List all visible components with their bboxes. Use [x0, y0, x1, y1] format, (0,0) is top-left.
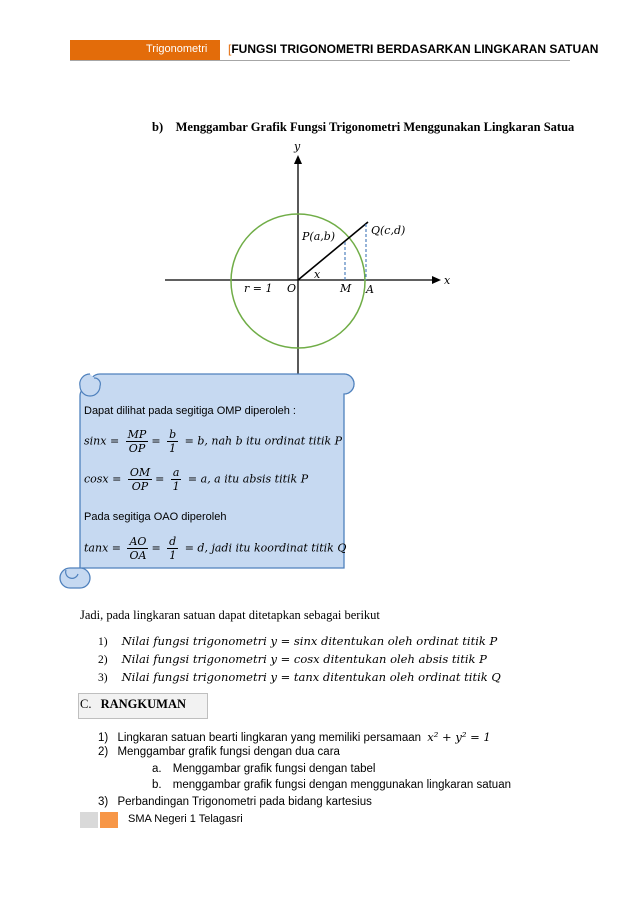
- summary-num: 2): [98, 746, 109, 758]
- point-q-label: Q(c,d): [371, 224, 406, 237]
- cos-f1-num: OM: [129, 466, 151, 479]
- sin-lhs: sinx =: [84, 434, 120, 448]
- summary-item: [98, 746, 340, 758]
- summary-text: Perbandingan Trigonometri pada bidang kartesius: [117, 796, 372, 808]
- list-text: Nilai fungsi trigonometri y = tanx ditentukan oleh ordinat titik Q: [121, 670, 501, 684]
- summary-item: [98, 730, 491, 744]
- sub-letter: b.: [152, 779, 162, 791]
- section-b-heading: b) Menggambar Grafik Fungsi Trigonometri Menggunakan Lingkaran Satua: [152, 120, 575, 134]
- cos-f1-den: OP: [131, 480, 149, 493]
- sin-rhs: = b, nah b itu ordinat titik P: [184, 434, 343, 448]
- list-item: [98, 650, 487, 668]
- rangkuman-title: RANGKUMAN: [100, 697, 187, 711]
- scroll-intro: Dapat dilihat pada segitiga OMP diperoleh :: [84, 405, 296, 417]
- cos-rhs: = a, a itu absis titik P: [187, 472, 309, 486]
- summary-num: 1): [98, 732, 109, 744]
- list-text: Nilai fungsi trigonometri y = cosx ditentukan oleh absis titik P: [121, 652, 487, 666]
- x-axis-label: x: [444, 274, 451, 287]
- cos-lhs: cosx =: [84, 472, 122, 486]
- tan-f1-num: AO: [129, 535, 147, 548]
- list-num: 3): [98, 672, 108, 684]
- list-item: [98, 632, 497, 650]
- tan-f2-den: 1: [169, 549, 177, 562]
- footer-orange-block: [100, 812, 118, 828]
- summary-text: Menggambar grafik fungsi dengan dua cara: [117, 746, 340, 758]
- list-num: 2): [98, 654, 108, 666]
- sin-f2-num: b: [169, 428, 177, 441]
- cos-equation: cosx = $\frac{OM}{OP}$ = $\frac{a}{1}$ = a, a itu absis titik P: [84, 466, 309, 493]
- footer-school-name: SMA Negeri 1 Telagasri: [128, 813, 243, 825]
- sub-text: menggambar grafik fungsi dengan menggunakan lingkaran satuan: [172, 779, 511, 791]
- tan-f2-num: d: [169, 535, 177, 548]
- radius-label: r = 1: [244, 282, 273, 295]
- scroll-oao: Pada segitiga OAO diperoleh: [84, 511, 227, 523]
- sin-f1-num: MP: [127, 428, 147, 441]
- list-text: Nilai fungsi trigonometri y = sinx ditentukan oleh ordinat titik P: [121, 634, 498, 648]
- rangkuman-heading: [80, 697, 186, 712]
- summary-num: 3): [98, 796, 109, 808]
- cos-f2-den: 1: [172, 480, 180, 493]
- tan-rhs: = d, jadi itu koordinat titik Q: [184, 541, 347, 555]
- point-p-label: P(a,b): [302, 230, 336, 243]
- summary-text: Lingkaran satuan bearti lingkaran yang memiliki persamaan: [117, 732, 422, 744]
- list-num: 1): [98, 636, 108, 648]
- tan-f1-den: OA: [129, 549, 147, 562]
- header-tag: Trigonometri: [146, 43, 208, 55]
- footer-grey-block: [80, 812, 98, 828]
- angle-label: x: [314, 268, 321, 281]
- tan-equation: tanx = $\frac{AO}{OA}$ = $\frac{d}{1}$ = d, jadi itu koordinat titik Q: [84, 535, 347, 562]
- point-m-label: M: [340, 282, 352, 295]
- sub-item: [152, 779, 511, 791]
- cos-f2-num: a: [172, 466, 180, 479]
- tan-lhs: tanx =: [84, 541, 121, 555]
- point-a-label: A: [366, 283, 374, 296]
- sub-text: Menggambar grafik fungsi dengan tabel: [172, 763, 376, 775]
- origin-label: O: [287, 282, 297, 295]
- summary-equation: x² + y² = 1: [427, 730, 491, 744]
- rangkuman-letter: C.: [80, 697, 92, 711]
- sin-equation: sinx = $\frac{MP}{OP}$ = $\frac{b}{1}$ = b, nah b itu ordinat titik P: [84, 428, 343, 455]
- y-axis-label: y: [294, 140, 301, 153]
- conclusion-text: Jadi, pada lingkaran satuan dapat ditetapkan sebagai berikut: [80, 608, 380, 622]
- list-item: [98, 668, 501, 686]
- sin-f2-den: 1: [169, 442, 177, 455]
- header-bracket: [: [228, 42, 232, 56]
- sub-item: [152, 763, 375, 775]
- sub-letter: a.: [152, 763, 162, 775]
- header-title-text: FUNGSI TRIGONOMETRI BERDASARKAN LINGKARAN SATUAN: [231, 42, 599, 56]
- summary-item: [98, 796, 372, 808]
- sin-f1-den: OP: [128, 442, 146, 455]
